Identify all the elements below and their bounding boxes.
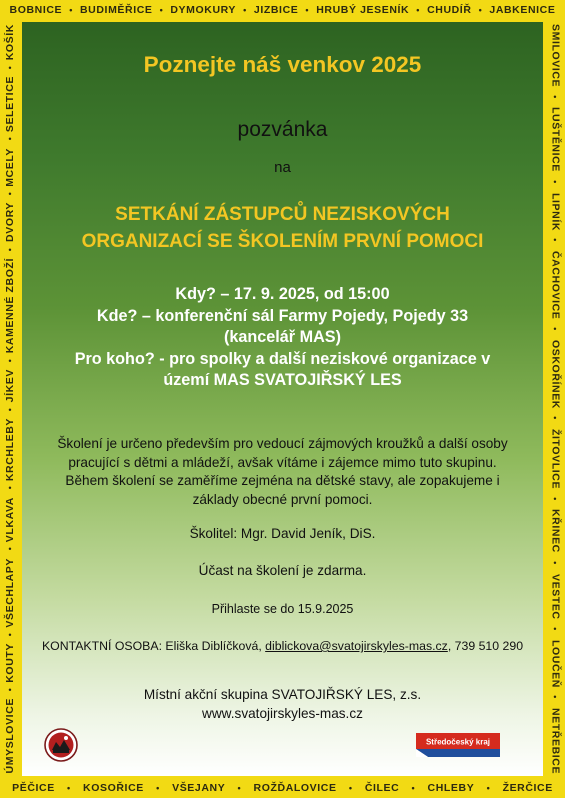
left-village-2: MCELY	[3, 147, 16, 187]
organization-footer	[22, 686, 543, 723]
meeting-heading	[22, 201, 543, 255]
description-line-3: Během školení se zaměříme zejména na dětské stavy, ale zopakujeme i	[65, 473, 500, 488]
left-village-10: ÚMYSLOVICE	[3, 698, 16, 774]
separator-dot: •	[553, 623, 557, 634]
meeting-heading-line-1: SETKÁNÍ ZÁSTUPCŮ NEZISKOVÝCH	[115, 204, 450, 225]
bottom-village-0: PĚČICE	[12, 781, 55, 794]
training-description	[22, 435, 543, 509]
separator-dot: •	[553, 493, 557, 504]
separator-dot: •	[553, 692, 557, 703]
contact-phone: , 739 510 290	[447, 639, 524, 653]
separator-dot: •	[348, 783, 353, 793]
right-village-9: NETŘEBICE	[549, 707, 562, 774]
left-village-4: KAMENNÉ ZBOŽÍ	[3, 257, 16, 354]
invitation-poster	[22, 22, 543, 776]
separator-dot: •	[478, 5, 483, 15]
bottom-village-3: ROŽĎALOVICE	[253, 781, 337, 794]
right-village-5: ŽITOVLICE	[549, 429, 562, 490]
separator-dot: •	[237, 783, 242, 793]
right-village-7: VESTEC	[549, 573, 562, 620]
separator-dot: •	[8, 483, 12, 494]
meeting-heading-line-2: ORGANIZACÍ SE ŠKOLENÍM PRVNÍ POMOCI	[81, 231, 484, 252]
description-line-1: Školení je určeno především pro vedoucí zájmových kroužků a další osoby	[57, 436, 508, 451]
right-village-4: OSKOŘÍNEK	[549, 339, 562, 409]
poster-title: Poznejte náš venkov 2025	[143, 52, 422, 77]
separator-dot: •	[411, 783, 416, 793]
separator-dot: •	[553, 557, 557, 568]
contact-label: KONTAKTNÍ OSOBA: Eliška Diblíčková,	[41, 639, 266, 653]
frame-left-villages	[0, 24, 20, 774]
description-line-4: základy obecné první pomoci.	[192, 491, 373, 507]
top-village-5: CHUDÍŘ	[427, 3, 472, 16]
separator-dot: •	[486, 783, 491, 793]
right-village-8: LOUČEŇ	[549, 639, 562, 688]
separator-dot: •	[553, 324, 557, 335]
separator-dot: •	[553, 413, 557, 424]
left-village-3: DVORY	[3, 202, 16, 243]
region-logo-text: Středočeský kraj	[425, 737, 491, 747]
left-village-1: SELETICE	[3, 75, 16, 133]
separator-dot: •	[8, 544, 12, 555]
separator-dot: •	[67, 783, 71, 793]
separator-dot: •	[156, 783, 160, 793]
description-line-2: pracující s dětmi a mládeží, avšak vítáme i zájemce mimo tuto skupinu.	[68, 454, 497, 470]
bottom-village-1: KOSOŘICE	[83, 781, 144, 794]
na-label: na	[274, 159, 291, 176]
registration-deadline: Přihlaste se do 15.9.2025	[211, 602, 354, 616]
event-details	[22, 284, 543, 392]
separator-dot: •	[243, 5, 247, 15]
left-village-8: VŠECHLAPY	[3, 557, 16, 628]
organization-website[interactable]: www.svatojirskyles-mas.cz	[202, 705, 363, 721]
organization-name: Místní akční skupina SVATOJIŘSKÝ LES, z.s.	[143, 687, 422, 702]
top-village-0: BOBNICE	[9, 3, 63, 16]
right-village-1: LUŠTĚNICE	[549, 107, 562, 173]
top-village-2: DYMOKURY	[170, 3, 237, 16]
right-village-6: KŘINEC	[549, 509, 562, 554]
separator-dot: •	[8, 685, 12, 696]
region-logo	[416, 733, 500, 757]
bottom-village-2: VŠEJANY	[172, 781, 226, 794]
frame-top-villages	[0, 0, 565, 20]
event-for-whom-line-1: Pro koho? - pro spolky a další neziskové organizace v	[74, 349, 491, 368]
mas-logo-icon	[44, 728, 78, 762]
separator-dot: •	[305, 5, 310, 15]
separator-dot: •	[159, 5, 164, 15]
left-village-7: VLKAVA	[3, 496, 16, 542]
separator-dot: •	[8, 244, 12, 255]
bottom-village-5: CHLEBY	[427, 781, 475, 794]
contact-person	[22, 639, 543, 653]
frame-right-villages	[545, 24, 565, 774]
left-village-6: KRCHLEBY	[3, 417, 16, 482]
separator-dot: •	[416, 5, 421, 15]
bottom-village-6: ŽERČICE	[502, 781, 553, 794]
separator-dot: •	[8, 629, 12, 640]
separator-dot: •	[8, 404, 12, 415]
top-village-6: JABKENICE	[489, 3, 556, 16]
free-participation: Účast na školení je zdarma.	[198, 563, 367, 578]
event-where: Kde? – konferenční sál Farmy Pojedy, Pojedy 33	[96, 306, 469, 325]
separator-dot: •	[8, 355, 12, 366]
separator-dot: •	[8, 62, 12, 73]
left-village-0: KOŠÍK	[3, 24, 16, 61]
left-village-5: JÍKEV	[3, 368, 16, 403]
separator-dot: •	[8, 134, 12, 145]
separator-dot: •	[553, 91, 557, 102]
top-village-3: JIZBICE	[253, 3, 299, 16]
separator-dot: •	[8, 188, 12, 199]
bottom-village-4: ČILEC	[364, 781, 400, 794]
separator-dot: •	[553, 177, 557, 188]
right-village-2: LIPNÍK	[549, 192, 562, 231]
left-village-9: KOUTY	[3, 642, 16, 683]
top-village-4: HRUBÝ JESENÍK	[316, 3, 410, 16]
separator-dot: •	[69, 5, 73, 15]
right-village-0: SMILOVICE	[549, 24, 562, 88]
invitation-label: pozvánka	[237, 118, 328, 141]
separator-dot: •	[553, 235, 557, 246]
right-village-3: ČACHOVICE	[549, 251, 562, 320]
event-when: Kdy? – 17. 9. 2025, od 15:00	[175, 285, 390, 303]
lecturer: Školitel: Mgr. David Jeník, DiS.	[189, 526, 376, 541]
contact-email-link[interactable]: diblickova@svatojirskyles-mas.cz	[265, 639, 448, 653]
frame-bottom-villages	[0, 778, 565, 798]
event-where-note: (kancelář MAS)	[224, 328, 341, 346]
top-village-1: BUDIMĚŘICE	[80, 3, 153, 16]
event-for-whom-line-2: území MAS SVATOJIŘSKÝ LES	[163, 371, 402, 389]
